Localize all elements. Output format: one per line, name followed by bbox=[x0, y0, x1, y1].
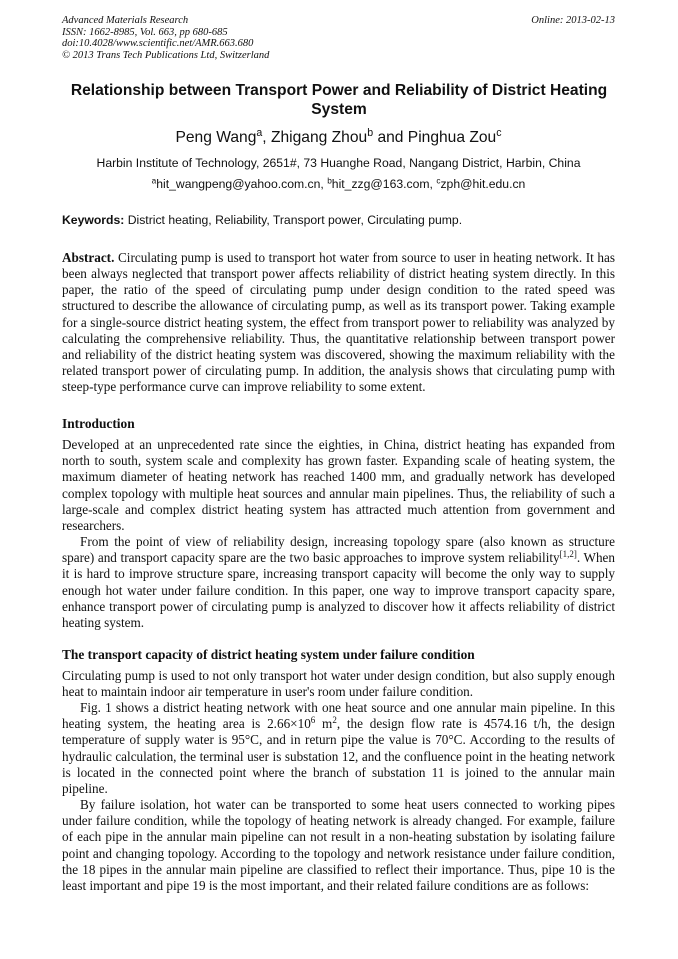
paper-title: Relationship between Transport Power and Reliability of District Heating System bbox=[70, 82, 608, 118]
issn-line: ISSN: 1662-8985, Vol. 663, pp 680-685 bbox=[62, 26, 228, 38]
citation-ref: [1,2] bbox=[559, 549, 577, 560]
transport-paragraph-2-text: m bbox=[315, 716, 333, 732]
author-name: Pinghua Zou bbox=[407, 129, 497, 146]
transport-paragraph-1: Circulating pump is used to not only transport hot water under design condition, but also supply enough heat to maintain indoor air temperature in user's room under failure condition. bbox=[62, 668, 615, 700]
intro-paragraph-1: Developed at an unprecedented rate since the eighties, in China, district heating has expanded from north to south, system scale and complexity has grown faster. Expanding scale of heating system, the maximum diameter of heating network has reached 1400 mm, and gradually network has developed complex topology with multiple heat sources and annular main pipelines. Thus, the reliability of such a large-scale and complex district heating system has attracted much attention from government and researchers. bbox=[62, 437, 615, 534]
email-mark: b bbox=[327, 175, 332, 186]
section-heading-introduction: Introduction bbox=[62, 416, 135, 431]
email-address: zph@hit.edu.cn bbox=[440, 177, 526, 191]
abstract bbox=[62, 250, 615, 395]
intro-paragraph-2-text: . When it is hard to improve structure spare, increasing transport capacity will become the only way to supply enough hot water under failure condition. In this paper, one way to improve transport capacity spare, enhance transport power of circulating pump is analyzed to discover how it affects reliability of district heating system. bbox=[62, 550, 616, 631]
journal-name: Advanced Materials Research bbox=[62, 15, 189, 26]
author-separator: and bbox=[373, 129, 408, 146]
transport-paragraph-2-text: , the design flow rate is 4574.16 t/h, the design temperature of supply water is 95°C, and in return pipe the value is 70°C. According to the results of hydraulic calculation, the terminal user is substation 12, and the confluence point in the heating network is located in the connected point where the branch of substation 11 is joined to the annular main pipeline. bbox=[62, 716, 615, 797]
keywords-text: District heating, Reliability, Transport power, Circulating pump. bbox=[124, 213, 463, 227]
author-name: Zhigang Zhou bbox=[270, 129, 368, 146]
author-name: Peng Wang bbox=[175, 129, 257, 146]
keywords-label: Keywords: bbox=[62, 213, 125, 227]
keywords bbox=[62, 213, 615, 228]
author-separator: , bbox=[262, 129, 271, 146]
exponent: 2 bbox=[332, 715, 337, 726]
transport-paragraph-2-text: Fig. 1 shows a district heating network with one heat source and one annular main pipeline. In this heating system, the heating area is 2.66×10 bbox=[62, 700, 615, 732]
email-mark: c bbox=[436, 175, 441, 186]
exponent: 6 bbox=[310, 715, 316, 726]
author-list bbox=[62, 128, 615, 147]
author-affil-mark: a bbox=[256, 127, 263, 140]
transport-paragraph-3: By failure isolation, hot water can be transported to some heat users connected to working pipes under failure condition, while the topology of heating network is already changed. For example, failure of each pipe in the annular main pipeline can not result in a non-heating substation by isolating failure point and changing topology. According to the topology and network resistance under failure condition, the 18 pipes in the annular main pipeline are classified to reflect their importance. Thus, pipe 10 is the least important and pipe 19 is the most important, and their related failure conditions are as follows: bbox=[62, 797, 615, 894]
intro-paragraph-2 bbox=[62, 534, 615, 631]
intro-paragraph-2-text: From the point of view of reliability design, increasing topology spare (also known as structure spare) and transport capacity spare are the two basic approaches to improve system reliability bbox=[62, 534, 615, 566]
author-affil-mark: c bbox=[496, 127, 502, 140]
abstract-text: Circulating pump is used to transport hot water from source to user in heating network. It has been always neglected that transport power affects reliability of district heating system directly. In this paper, the ratio of the speed of circulating pump under design condition to the rated speed was structured to describe the allowance of circulating pump, as well as its transport power. Taking example for a single-source district heating system, the effect from transport power to reliability was analyzed by calculating the comprehensive reliability. Thus, the quantitative relationship between transport power and reliability of the district heating system was discovered, showing the maximum reliability with the related transport power of circulating pump. In addition, the analysis shows that circulating pump with steep-type performance curve can improve reliability to some extent. bbox=[62, 250, 615, 395]
email-list bbox=[62, 177, 615, 192]
abstract-label: Abstract. bbox=[62, 250, 115, 265]
online-date: Online: 2013-02-13 bbox=[531, 15, 615, 26]
running-header bbox=[62, 15, 392, 61]
copyright-line: © 2013 Trans Tech Publications Ltd, Switzerland bbox=[62, 49, 270, 61]
author-affil-mark: b bbox=[367, 127, 374, 140]
transport-paragraph-2 bbox=[62, 700, 615, 797]
email-address: hit_wangpeng@yahoo.com.cn, bbox=[156, 177, 328, 191]
section-heading-transport-capacity: The transport capacity of district heating system under failure condition bbox=[62, 647, 475, 662]
email-mark: a bbox=[151, 175, 157, 186]
email-address: hit_zzg@163.com, bbox=[331, 177, 437, 191]
affiliation: Harbin Institute of Technology, 2651#, 73 Huanghe Road, Nangang District, Harbin, China bbox=[96, 156, 581, 170]
doi-line: doi:10.4028/www.scientific.net/AMR.663.680 bbox=[62, 38, 254, 50]
